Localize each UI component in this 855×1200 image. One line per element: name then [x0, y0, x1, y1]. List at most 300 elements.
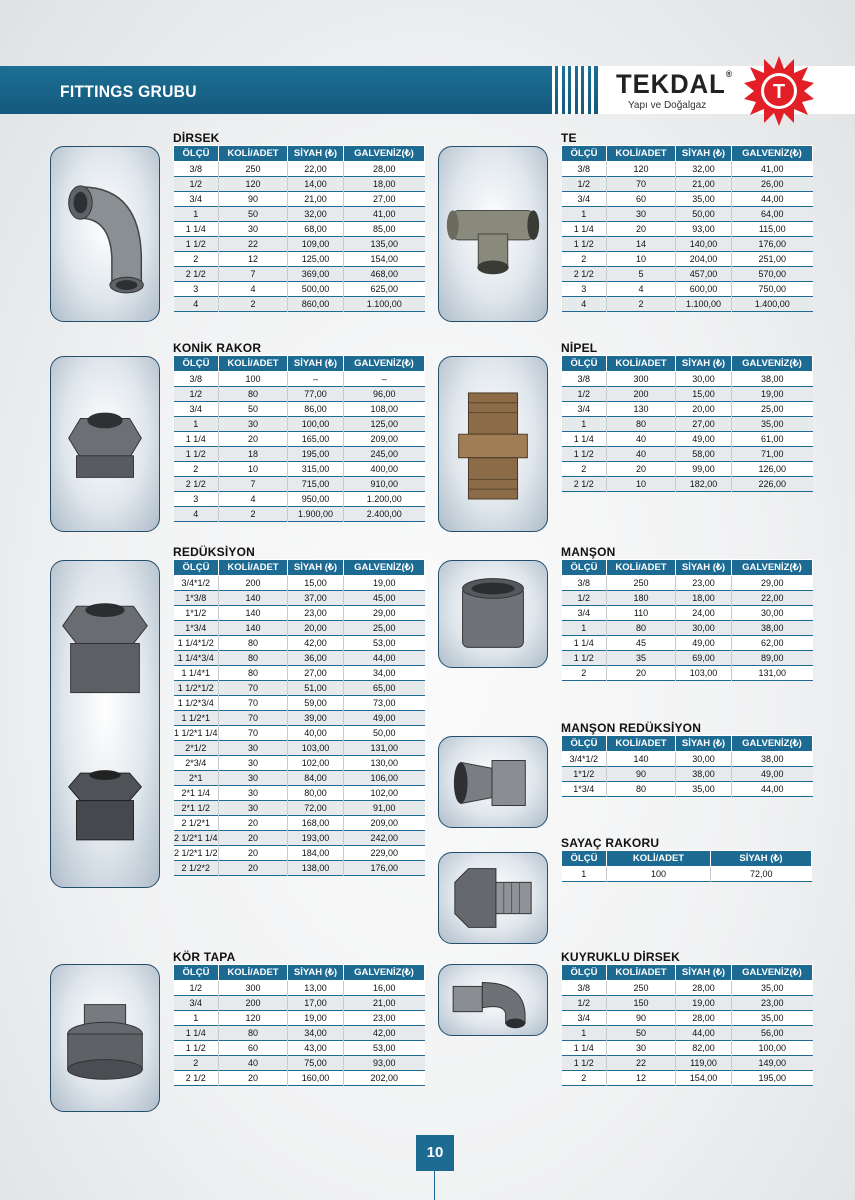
table-cell: 182,00	[676, 477, 732, 492]
table-cell: 1.200,00	[344, 492, 425, 507]
table-cell: 100	[607, 867, 711, 882]
table-cell: 18,00	[676, 591, 732, 606]
section-manson-reduksiyon	[561, 721, 808, 797]
table-cell: 45,00	[344, 591, 425, 606]
table-cell: 2 1/2*1 1/4	[174, 831, 219, 846]
table-cell: 176,00	[344, 861, 425, 876]
table-row	[174, 492, 425, 507]
table-row	[174, 237, 425, 252]
table-row	[174, 996, 425, 1011]
table-cell: 23,00	[676, 576, 732, 591]
table-cell: 3	[174, 492, 219, 507]
table-cell: 62,00	[732, 636, 813, 651]
table-cell: 7	[219, 267, 288, 282]
table-cell: 30	[219, 786, 288, 801]
section-title: REDÜKSİYON	[173, 545, 256, 559]
table-cell: 2 1/2	[174, 267, 219, 282]
photo-kor-tapa	[50, 964, 160, 1112]
table-cell: 140	[219, 591, 288, 606]
table-cell: 10	[607, 252, 676, 267]
table-cell: 468,00	[344, 267, 425, 282]
table-cell: 38,00	[732, 372, 813, 387]
table-cell: 20	[219, 861, 288, 876]
table-cell: 1/2	[174, 981, 219, 996]
table-cell: 250	[607, 576, 676, 591]
table-cell: 19,00	[344, 576, 425, 591]
column-header: KOLİ/ADET	[607, 736, 676, 752]
column-header: KOLİ/ADET	[607, 146, 676, 162]
column-header: SİYAH (₺)	[676, 736, 732, 752]
table-cell: 131,00	[732, 666, 813, 681]
column-header: KOLİ/ADET	[219, 560, 288, 576]
table-cell: 90	[219, 192, 288, 207]
table-cell: 1/2	[174, 387, 219, 402]
table-row	[174, 372, 425, 387]
table-cell: 125,00	[288, 252, 344, 267]
table-cell: 1*1/2	[562, 767, 607, 782]
table-cell: 36,00	[288, 651, 344, 666]
table-row	[562, 767, 813, 782]
table-cell: 115,00	[732, 222, 813, 237]
table-row	[174, 432, 425, 447]
table-cell: 80	[219, 651, 288, 666]
table-cell: 43,00	[288, 1041, 344, 1056]
table-cell: 70	[219, 681, 288, 696]
table-row	[562, 477, 813, 492]
column-header: GALVENİZ(₺)	[732, 146, 813, 162]
table-cell: 1 1/4	[562, 636, 607, 651]
table-cell: 60	[219, 1041, 288, 1056]
table-cell: 100,00	[732, 1041, 813, 1056]
section-title: KONİK RAKOR	[173, 341, 262, 355]
table-cell: 165,00	[288, 432, 344, 447]
table-cell: 131,00	[344, 741, 425, 756]
table-cell: 2 1/2	[174, 477, 219, 492]
table-row	[174, 741, 425, 756]
table-row	[174, 636, 425, 651]
column-header: SİYAH (₺)	[676, 146, 732, 162]
table-row	[562, 162, 813, 177]
table-cell: 40	[607, 432, 676, 447]
table-row	[174, 252, 425, 267]
table-cell: –	[288, 372, 344, 387]
section-konik-rakor	[173, 341, 420, 522]
table-cell: 64,00	[732, 207, 813, 222]
column-header: ÖLÇÜ	[562, 146, 607, 162]
section-title: KÖR TAPA	[173, 950, 236, 964]
column-header: SİYAH (₺)	[288, 965, 344, 981]
section-kuyruklu-dirsek	[561, 950, 808, 1086]
table-row	[174, 846, 425, 861]
table-cell: 4	[174, 297, 219, 312]
table-cell: 96,00	[344, 387, 425, 402]
table-row	[562, 462, 813, 477]
table-cell: 1 1/4	[174, 1026, 219, 1041]
table-cell: 20	[219, 831, 288, 846]
table-cell: 120	[607, 162, 676, 177]
section-dirsek	[173, 131, 420, 312]
table-cell: 184,00	[288, 846, 344, 861]
table-cell: 209,00	[344, 816, 425, 831]
table-cell: 65,00	[344, 681, 425, 696]
svg-text:T: T	[772, 81, 786, 103]
table-cell: 30	[219, 222, 288, 237]
table-row	[562, 432, 813, 447]
table-cell: 160,00	[288, 1071, 344, 1086]
table-row	[562, 621, 813, 636]
table-cell: 20	[219, 846, 288, 861]
table-cell: 53,00	[344, 636, 425, 651]
table-cell: 14,00	[288, 177, 344, 192]
table-cell: 3/4	[562, 192, 607, 207]
table-cell: 3/8	[562, 576, 607, 591]
section-sayac-rakoru	[561, 836, 808, 882]
table-cell: 45	[607, 636, 676, 651]
table-cell: 80	[607, 621, 676, 636]
table-cell: 120	[219, 177, 288, 192]
column-header: ÖLÇÜ	[562, 560, 607, 576]
table-cell: 80	[219, 1026, 288, 1041]
table-cell: 200	[219, 576, 288, 591]
table-cell: 1 1/2	[562, 447, 607, 462]
section-title: MANŞON	[561, 545, 616, 559]
table-cell: 1	[174, 207, 219, 222]
table-row	[174, 507, 425, 522]
table-cell: 600,00	[676, 282, 732, 297]
table-cell: 59,00	[288, 696, 344, 711]
table-cell: 21,00	[288, 192, 344, 207]
column-header: SİYAH (₺)	[288, 146, 344, 162]
table-cell: 37,00	[288, 591, 344, 606]
table-cell: 1 1/4*1/2	[174, 636, 219, 651]
table-row	[562, 297, 813, 312]
table-cell: 300	[607, 372, 676, 387]
table-cell: 2	[219, 507, 288, 522]
table-cell: 30	[219, 741, 288, 756]
table-cell: 41,00	[732, 162, 813, 177]
table-cell: 860,00	[288, 297, 344, 312]
table-cell: 26,00	[732, 177, 813, 192]
table-row	[562, 1026, 813, 1041]
table-cell: 109,00	[288, 237, 344, 252]
table-row	[562, 252, 813, 267]
page-number-line	[434, 1171, 435, 1200]
table-cell: 103,00	[676, 666, 732, 681]
column-header: GALVENİZ(₺)	[732, 736, 813, 752]
table-cell: 103,00	[288, 741, 344, 756]
table-row	[174, 1026, 425, 1041]
table-cell: 68,00	[288, 222, 344, 237]
table-cell: 369,00	[288, 267, 344, 282]
table-row	[174, 402, 425, 417]
table-row	[174, 297, 425, 312]
table-cell: 23,00	[344, 1011, 425, 1026]
table-cell: 60	[607, 192, 676, 207]
table-cell: 56,00	[732, 1026, 813, 1041]
table-row	[174, 282, 425, 297]
table-row	[174, 726, 425, 741]
table-cell: 82,00	[676, 1041, 732, 1056]
section-title: MANŞON REDÜKSİYON	[561, 721, 702, 735]
table-cell: 1 1/2	[562, 651, 607, 666]
table-cell: 70	[219, 726, 288, 741]
table-cell: 176,00	[732, 237, 813, 252]
table-cell: 1*3/4	[562, 782, 607, 797]
table-cell: 2	[562, 666, 607, 681]
table-row	[562, 177, 813, 192]
photo-manson-reduksiyon	[438, 736, 548, 828]
table-cell: 195,00	[288, 447, 344, 462]
section-nipel	[561, 341, 808, 492]
table-cell: 200	[219, 996, 288, 1011]
table-cell: 30	[219, 756, 288, 771]
table-cell: 22,00	[288, 162, 344, 177]
table-row	[562, 207, 813, 222]
section-manson	[561, 545, 808, 681]
table-cell: 4	[219, 492, 288, 507]
table-cell: 2	[607, 297, 676, 312]
table-cell: 950,00	[288, 492, 344, 507]
table-row	[174, 447, 425, 462]
table-row	[174, 696, 425, 711]
table-cell: 28,00	[344, 162, 425, 177]
table-cell: 202,00	[344, 1071, 425, 1086]
table-cell: 77,00	[288, 387, 344, 402]
table-row	[174, 1056, 425, 1071]
table-row	[174, 816, 425, 831]
table-cell: 149,00	[732, 1056, 813, 1071]
table-cell: 2 1/2*1	[174, 816, 219, 831]
column-header: SİYAH (₺)	[676, 356, 732, 372]
table-cell: 53,00	[344, 1041, 425, 1056]
column-header: ÖLÇÜ	[174, 356, 219, 372]
photo-manson	[438, 560, 548, 668]
table-cell: 50	[607, 1026, 676, 1041]
table-cell: 35,00	[732, 981, 813, 996]
table-cell: 35,00	[676, 782, 732, 797]
table-cell: 242,00	[344, 831, 425, 846]
table-cell: 19,00	[288, 1011, 344, 1026]
price-table	[173, 355, 425, 522]
table-cell: 1.100,00	[344, 297, 425, 312]
table-cell: 457,00	[676, 267, 732, 282]
table-cell: 35,00	[732, 417, 813, 432]
table-cell: 22	[219, 237, 288, 252]
table-row	[174, 651, 425, 666]
table-cell: 3/8	[562, 372, 607, 387]
table-cell: 50,00	[344, 726, 425, 741]
table-cell: 2*1	[174, 771, 219, 786]
table-cell: 100,00	[288, 417, 344, 432]
table-row	[562, 1011, 813, 1026]
table-cell: 1.100,00	[676, 297, 732, 312]
table-cell: 1/2	[562, 177, 607, 192]
brand-logo-text: TEKDAL®	[616, 69, 733, 99]
table-cell: 15,00	[676, 387, 732, 402]
table-cell: 90	[607, 1011, 676, 1026]
column-header: SİYAH (₺)	[288, 560, 344, 576]
header-stripes	[552, 66, 594, 114]
table-cell: 570,00	[732, 267, 813, 282]
table-cell: 1	[174, 417, 219, 432]
table-cell: 100	[219, 372, 288, 387]
table-row	[562, 1056, 813, 1071]
column-header: SİYAH (₺)	[676, 560, 732, 576]
table-cell: 29,00	[344, 606, 425, 621]
table-cell: 1 1/2	[174, 1041, 219, 1056]
table-cell: 140,00	[676, 237, 732, 252]
table-cell: 3/8	[174, 372, 219, 387]
table-row	[174, 387, 425, 402]
table-cell: 30,00	[676, 752, 732, 767]
table-row	[174, 1071, 425, 1086]
table-cell: 135,00	[344, 237, 425, 252]
table-row	[562, 372, 813, 387]
table-cell: 49,00	[732, 767, 813, 782]
table-cell: 80	[219, 636, 288, 651]
table-cell: 30,00	[676, 372, 732, 387]
column-header: ÖLÇÜ	[562, 736, 607, 752]
table-cell: 20	[219, 432, 288, 447]
table-cell: 38,00	[676, 767, 732, 782]
table-cell: 27,00	[344, 192, 425, 207]
table-cell: 20	[607, 462, 676, 477]
brand-star-icon	[742, 54, 816, 128]
table-cell: 102,00	[288, 756, 344, 771]
table-cell: 1	[562, 621, 607, 636]
table-cell: 2 1/2*2	[174, 861, 219, 876]
table-row	[174, 162, 425, 177]
table-cell: 195,00	[732, 1071, 813, 1086]
price-table	[561, 850, 812, 882]
section-title: SAYAÇ RAKORU	[561, 836, 660, 850]
table-cell: 51,00	[288, 681, 344, 696]
table-row	[174, 786, 425, 801]
table-cell: 12	[607, 1071, 676, 1086]
table-cell: 75,00	[288, 1056, 344, 1071]
table-cell: 17,00	[288, 996, 344, 1011]
table-cell: 61,00	[732, 432, 813, 447]
table-cell: 89,00	[732, 651, 813, 666]
table-cell: 93,00	[344, 1056, 425, 1071]
column-header: GALVENİZ(₺)	[344, 146, 425, 162]
table-cell: 80	[607, 782, 676, 797]
table-cell: 226,00	[732, 477, 813, 492]
table-cell: 1 1/2	[562, 1056, 607, 1071]
table-cell: 1 1/4	[174, 432, 219, 447]
table-cell: 1*3/4	[174, 621, 219, 636]
photo-konik-rakor	[50, 356, 160, 532]
table-cell: 72,00	[711, 867, 812, 882]
photo-nipel	[438, 356, 548, 532]
table-cell: 20,00	[676, 402, 732, 417]
table-row	[174, 681, 425, 696]
table-row	[174, 801, 425, 816]
table-row	[562, 1071, 813, 1086]
table-cell: 25,00	[732, 402, 813, 417]
price-table	[561, 964, 813, 1086]
table-row	[562, 996, 813, 1011]
table-cell: 44,00	[676, 1026, 732, 1041]
column-header: KOLİ/ADET	[607, 356, 676, 372]
table-cell: –	[344, 372, 425, 387]
table-cell: 72,00	[288, 801, 344, 816]
table-cell: 20,00	[288, 621, 344, 636]
photo-dirsek	[50, 146, 160, 322]
table-cell: 200	[607, 387, 676, 402]
table-cell: 1*1/2	[174, 606, 219, 621]
table-cell: 1	[174, 1011, 219, 1026]
table-cell: 1 1/2*1 1/4	[174, 726, 219, 741]
table-cell: 39,00	[288, 711, 344, 726]
column-header: KOLİ/ADET	[607, 851, 711, 867]
section-title: DİRSEK	[173, 131, 220, 145]
table-cell: 86,00	[288, 402, 344, 417]
table-cell: 30	[219, 801, 288, 816]
table-cell: 7	[219, 477, 288, 492]
table-cell: 2 1/2	[562, 267, 607, 282]
table-cell: 750,00	[732, 282, 813, 297]
table-cell: 1 1/4	[562, 432, 607, 447]
table-cell: 1 1/4	[174, 222, 219, 237]
table-cell: 715,00	[288, 477, 344, 492]
table-cell: 27,00	[288, 666, 344, 681]
table-cell: 1.900,00	[288, 507, 344, 522]
photo-te	[438, 146, 548, 322]
table-row	[562, 636, 813, 651]
column-header: SİYAH (₺)	[676, 965, 732, 981]
table-cell: 1 1/2*1	[174, 711, 219, 726]
table-cell: 3/4	[174, 402, 219, 417]
table-cell: 1/2	[562, 387, 607, 402]
table-cell: 34,00	[344, 666, 425, 681]
table-cell: 300	[219, 981, 288, 996]
table-cell: 140	[219, 606, 288, 621]
table-row	[562, 282, 813, 297]
table-cell: 40,00	[288, 726, 344, 741]
table-cell: 49,00	[676, 432, 732, 447]
table-cell: 40	[607, 447, 676, 462]
column-header: SİYAH (₺)	[288, 356, 344, 372]
table-row	[562, 651, 813, 666]
table-cell: 140	[219, 621, 288, 636]
section-title: TE	[561, 131, 577, 145]
table-cell: 18,00	[344, 177, 425, 192]
page-number: 10	[416, 1135, 454, 1171]
table-row	[562, 606, 813, 621]
table-row	[174, 222, 425, 237]
price-table	[173, 964, 425, 1086]
table-cell: 84,00	[288, 771, 344, 786]
table-row	[174, 771, 425, 786]
table-cell: 50	[219, 402, 288, 417]
table-cell: 71,00	[732, 447, 813, 462]
column-header: KOLİ/ADET	[219, 965, 288, 981]
table-row	[562, 402, 813, 417]
column-header: KOLİ/ADET	[219, 356, 288, 372]
table-cell: 1/2	[562, 591, 607, 606]
photo-sayac-rakoru	[438, 852, 548, 944]
table-cell: 138,00	[288, 861, 344, 876]
column-header: KOLİ/ADET	[607, 965, 676, 981]
table-row	[562, 782, 813, 797]
table-cell: 1 1/4	[562, 222, 607, 237]
table-cell: 2*3/4	[174, 756, 219, 771]
column-header: KOLİ/ADET	[607, 560, 676, 576]
table-row	[174, 1011, 425, 1026]
table-row	[562, 666, 813, 681]
table-row	[174, 207, 425, 222]
